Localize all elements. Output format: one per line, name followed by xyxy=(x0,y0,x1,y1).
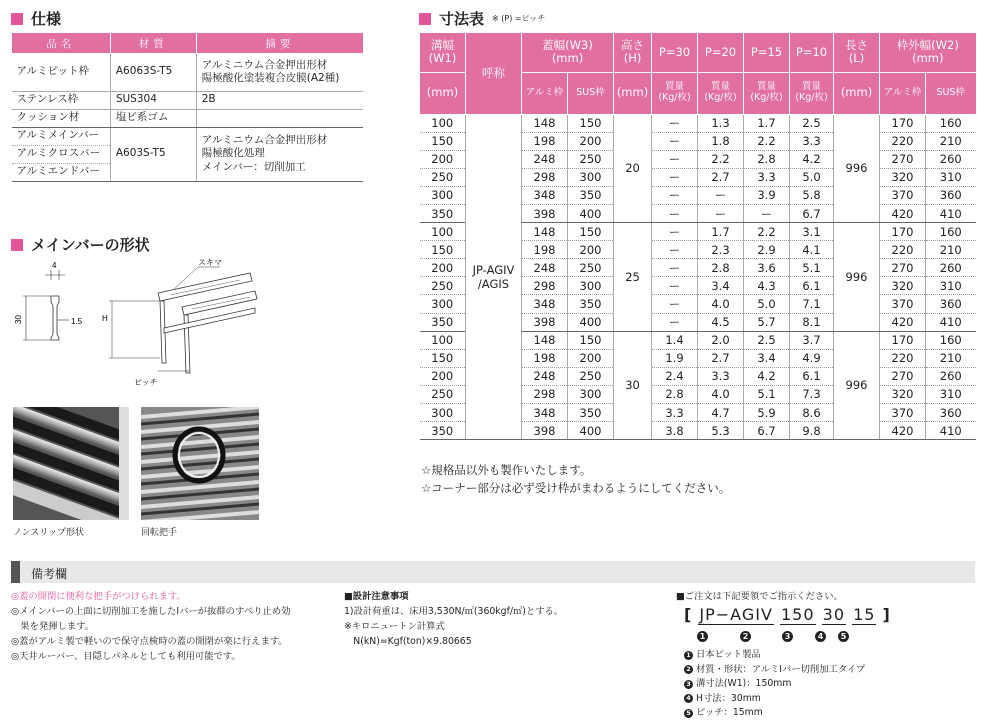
size-cell: 4.2 xyxy=(790,150,834,168)
size-cell: ー xyxy=(652,114,698,132)
header-p15: P=15 xyxy=(744,33,790,72)
size-cell: ー xyxy=(652,168,698,186)
pink-square-icon xyxy=(419,13,431,25)
size-cell: 410 xyxy=(926,204,976,222)
size-cell: 1.9 xyxy=(652,349,698,367)
size-cell: 5.3 xyxy=(698,422,744,440)
size-cell: 148 xyxy=(522,331,568,349)
size-cell: ー xyxy=(652,132,698,150)
dim-width-label: 4 xyxy=(52,261,57,270)
size-cell: 8.6 xyxy=(790,404,834,422)
size-cell: 398 xyxy=(522,422,568,440)
size-cell: 4.3 xyxy=(744,277,790,295)
length-cell: 996 xyxy=(834,114,880,223)
size-cell: ー xyxy=(652,313,698,331)
size-cell: 300 xyxy=(420,404,466,422)
spec-row: アルミクロスバー xyxy=(12,145,364,163)
size-cell: ー xyxy=(652,277,698,295)
length-cell: 996 xyxy=(834,223,880,332)
size-cell: 2.3 xyxy=(698,241,744,259)
size-cell: ー xyxy=(652,186,698,204)
footnote-1: ☆規格品以外も製作いたします。 xyxy=(421,463,592,477)
rotating-handle-photo xyxy=(141,407,259,520)
footnote-2: ☆コーナー部分は必ず受け枠がまわるようにしてください。 xyxy=(421,481,731,495)
size-cell: 350 xyxy=(420,313,466,331)
size-cell: 200 xyxy=(420,259,466,277)
size-cell: 4.7 xyxy=(698,404,744,422)
header-alu: アルミ枠 xyxy=(522,72,568,114)
header-mm: (mm) xyxy=(834,72,880,114)
size-cell: 2.2 xyxy=(698,150,744,168)
size-cell: 270 xyxy=(880,150,926,168)
size-cell: 310 xyxy=(926,385,976,403)
size-cell: 320 xyxy=(880,385,926,403)
size-cell: 2.5 xyxy=(744,331,790,349)
remarks-tab xyxy=(11,561,20,583)
size-cell: 4.9 xyxy=(790,349,834,367)
remarks-header: 備考欄 xyxy=(11,561,975,583)
size-cell: 260 xyxy=(926,259,976,277)
spec-header-material: 材質 xyxy=(110,33,196,53)
size-cell: 5.7 xyxy=(744,313,790,331)
size-cell: 160 xyxy=(926,331,976,349)
size-cell: 7.1 xyxy=(790,295,834,313)
size-cell: 2.2 xyxy=(744,132,790,150)
size-cell: 5.0 xyxy=(790,168,834,186)
size-cell: 3.6 xyxy=(744,259,790,277)
marker-4-icon: 4 xyxy=(815,631,826,642)
size-cell: 320 xyxy=(880,168,926,186)
size-cell: 400 xyxy=(568,204,614,222)
handle-caption: 回転把手 xyxy=(141,528,178,538)
dim-height-label: 30 xyxy=(14,315,23,324)
size-cell: 370 xyxy=(880,404,926,422)
size-cell: ー xyxy=(652,223,698,241)
size-cell: 5.1 xyxy=(744,385,790,403)
size-cell: 2.4 xyxy=(652,367,698,385)
dim-H-label: H xyxy=(102,314,108,323)
dim-thickness-label: 1.5 xyxy=(71,317,83,326)
spec-row: ステンレス枠 SUS304 2B xyxy=(12,91,364,109)
size-cell: 2.2 xyxy=(744,223,790,241)
header-p20: P=20 xyxy=(698,33,744,72)
size-cell: 320 xyxy=(880,277,926,295)
size-cell: 148 xyxy=(522,223,568,241)
size-cell: 9.8 xyxy=(790,422,834,440)
size-cell: 310 xyxy=(926,168,976,186)
size-cell: 4.1 xyxy=(790,241,834,259)
size-cell: 420 xyxy=(880,204,926,222)
size-cell: 3.3 xyxy=(790,132,834,150)
size-cell: 3.4 xyxy=(698,277,744,295)
size-cell: 2.7 xyxy=(698,349,744,367)
size-cell: 410 xyxy=(926,313,976,331)
size-cell: 300 xyxy=(568,385,614,403)
size-cell: 200 xyxy=(568,132,614,150)
size-cell: 200 xyxy=(420,367,466,385)
size-cell: 200 xyxy=(568,349,614,367)
size-cell: 170 xyxy=(880,114,926,132)
size-cell: 6.1 xyxy=(790,367,834,385)
header-alu: アルミ枠 xyxy=(880,72,926,114)
size-cell: 2.8 xyxy=(652,385,698,403)
spec-row: クッション材 塩ビ系ゴム xyxy=(12,109,364,127)
size-cell: ー xyxy=(652,150,698,168)
size-cell: 150 xyxy=(420,241,466,259)
size-cell: 398 xyxy=(522,204,568,222)
height-cell: 30 xyxy=(614,331,652,440)
size-cell: 300 xyxy=(568,168,614,186)
size-cell: 1.3 xyxy=(698,114,744,132)
size-cell: 2.5 xyxy=(790,114,834,132)
marker-2-icon: 2 xyxy=(740,631,751,642)
size-cell: 270 xyxy=(880,259,926,277)
size-cell: 298 xyxy=(522,385,568,403)
size-cell: ー xyxy=(698,204,744,222)
size-cell: 150 xyxy=(568,223,614,241)
size-cell: 350 xyxy=(568,186,614,204)
size-cell: 198 xyxy=(522,132,568,150)
size-cell: 220 xyxy=(880,241,926,259)
size-cell: 160 xyxy=(926,114,976,132)
header-w3: 蓋幅(W3) (mm) xyxy=(522,33,614,72)
marker-3-icon: 3 xyxy=(782,631,793,642)
size-cell: 210 xyxy=(926,349,976,367)
header-w1: 溝幅 (W1) xyxy=(420,33,466,72)
size-cell: 250 xyxy=(568,259,614,277)
size-cell: 260 xyxy=(926,367,976,385)
size-cell: 410 xyxy=(926,422,976,440)
pink-square-icon xyxy=(11,239,23,251)
header-h: 高さ (H) xyxy=(614,33,652,72)
size-cell: 6.7 xyxy=(744,422,790,440)
order-legend: 1 日本ピット製品 2 材質・形状：アルミIバー切削加工タイプ 3 溝寸法(W1)：150mm 4 H寸法：30mm 5 ピッチ：15mm xyxy=(684,648,865,721)
size-cell: 350 xyxy=(568,404,614,422)
size-cell: 3.1 xyxy=(790,223,834,241)
size-cell: 5.8 xyxy=(790,186,834,204)
header-l: 長さ (L) xyxy=(834,33,880,72)
size-cell: 3.4 xyxy=(744,349,790,367)
size-cell: 148 xyxy=(522,114,568,132)
size-cell: 150 xyxy=(420,349,466,367)
size-cell: 1.4 xyxy=(652,331,698,349)
gap-label: スキマ xyxy=(198,258,222,267)
size-cell: 5.1 xyxy=(790,259,834,277)
size-cell: ー xyxy=(698,186,744,204)
size-cell: 398 xyxy=(522,313,568,331)
remarks-left: ◎蓋の開閉に便利な把手がつけられます。 ◎メインバーの上面に切削加工を施したIバーが抜群のすべり止め効 果を発揮します。 ◎蓋がアルミ製で軽いので保守点検時の蓋の開閉が楽に行えます。 ◎天井ルーバー、目隠しパネルとしても利用可能です。 xyxy=(11,591,291,662)
header-mm: (mm) xyxy=(420,72,466,114)
size-cell: 4.2 xyxy=(744,367,790,385)
marker-1-icon: 1 xyxy=(697,631,708,642)
header-p10: P=10 xyxy=(790,33,834,72)
size-cell: 3.3 xyxy=(698,367,744,385)
size-cell: 7.3 xyxy=(790,385,834,403)
size-cell: 298 xyxy=(522,277,568,295)
size-cell: 3.9 xyxy=(744,186,790,204)
size-cell: 1.8 xyxy=(698,132,744,150)
spec-table xyxy=(11,33,363,182)
size-cell: 1.7 xyxy=(744,114,790,132)
size-cell: 160 xyxy=(926,223,976,241)
size-cell: 1.7 xyxy=(698,223,744,241)
size-cell: 360 xyxy=(926,186,976,204)
size-cell: 260 xyxy=(926,150,976,168)
size-cell: 198 xyxy=(522,241,568,259)
grating-isometric-diagram xyxy=(100,253,265,393)
size-row xyxy=(420,114,976,132)
size-cell: 200 xyxy=(568,241,614,259)
size-cell: 6.1 xyxy=(790,277,834,295)
header-name: 呼称 xyxy=(466,33,522,114)
size-cell: 300 xyxy=(568,277,614,295)
order-title: ■ご注文は下記要領でご指示ください。 xyxy=(676,591,843,602)
size-cell: 3.7 xyxy=(790,331,834,349)
design-notes: ■設計注意事項 1)設計荷重は、床用3,530N/㎡(360kgf/㎡)とする。 ※キロニュートン計算式 N(kN)=Kgf(ton)×9.80665 xyxy=(344,591,564,647)
size-cell: 248 xyxy=(522,259,568,277)
size-cell: ー xyxy=(652,241,698,259)
size-cell: 3.3 xyxy=(652,404,698,422)
product-name-cell: JP-AGIV /AGIS xyxy=(466,114,522,440)
size-cell: 250 xyxy=(568,367,614,385)
size-cell: 220 xyxy=(880,349,926,367)
header-p30: P=30 xyxy=(652,33,698,72)
spec-row: アルミメインバー A603S-T5 アルミニウム合金押出形材 陽極酸化処理 メインバー：切削加工 xyxy=(12,127,364,145)
spec-header-note: 摘要 xyxy=(196,33,363,53)
size-cell: 298 xyxy=(522,168,568,186)
size-cell: 310 xyxy=(926,277,976,295)
mainbar-cross-section-diagram xyxy=(11,258,91,358)
marker-5-icon: 5 xyxy=(838,631,849,642)
size-cell: 350 xyxy=(420,422,466,440)
size-cell: 400 xyxy=(568,422,614,440)
size-cell: 8.1 xyxy=(790,313,834,331)
size-cell: 350 xyxy=(420,204,466,222)
size-cell: 300 xyxy=(420,295,466,313)
spec-row: アルミピット枠 A6063S-T5 アルミニウム合金押出形材 陽極酸化塗装複合皮膜(A2種) xyxy=(12,53,364,91)
size-cell: ー xyxy=(744,204,790,222)
size-cell: 350 xyxy=(568,295,614,313)
pitch-label: ピッチ xyxy=(134,378,158,387)
size-cell: 348 xyxy=(522,186,568,204)
size-table xyxy=(419,33,976,440)
size-cell: 348 xyxy=(522,404,568,422)
size-cell: 250 xyxy=(420,168,466,186)
size-cell: 220 xyxy=(880,132,926,150)
header-weight: 質量 (Kg/枚) xyxy=(744,72,790,114)
size-cell: 4.0 xyxy=(698,385,744,403)
header-sus: SUS枠 xyxy=(926,72,976,114)
size-cell: 300 xyxy=(420,186,466,204)
height-cell: 20 xyxy=(614,114,652,223)
nonslip-caption: ノンスリップ形状 xyxy=(13,528,85,538)
header-weight: 質量 (Kg/枚) xyxy=(790,72,834,114)
pink-square-icon xyxy=(11,13,23,25)
size-cell: 150 xyxy=(568,114,614,132)
size-cell: 400 xyxy=(568,313,614,331)
size-cell: 420 xyxy=(880,422,926,440)
header-weight: 質量 (Kg/枚) xyxy=(698,72,744,114)
height-cell: 25 xyxy=(614,223,652,332)
mainbar-section-title: メインバーの形状 xyxy=(11,234,150,255)
size-cell: 248 xyxy=(522,367,568,385)
size-cell: 3.8 xyxy=(652,422,698,440)
size-cell: ー xyxy=(652,259,698,277)
size-cell: 248 xyxy=(522,150,568,168)
spec-row: アルミエンドバー xyxy=(12,163,364,181)
size-cell: 420 xyxy=(880,313,926,331)
size-cell: 270 xyxy=(880,367,926,385)
size-cell: 3.3 xyxy=(744,168,790,186)
length-cell: 996 xyxy=(834,331,880,440)
size-cell: 150 xyxy=(420,132,466,150)
size-cell: 100 xyxy=(420,114,466,132)
size-cell: 6.7 xyxy=(790,204,834,222)
size-cell: 100 xyxy=(420,331,466,349)
size-cell: 198 xyxy=(522,349,568,367)
size-cell: 2.0 xyxy=(698,331,744,349)
size-cell: 370 xyxy=(880,295,926,313)
size-cell: 170 xyxy=(880,223,926,241)
size-cell: 250 xyxy=(568,150,614,168)
size-cell: 250 xyxy=(420,385,466,403)
spec-header-name: 品名 xyxy=(12,33,111,53)
size-cell: 2.7 xyxy=(698,168,744,186)
size-cell: 250 xyxy=(420,277,466,295)
size-cell: 100 xyxy=(420,223,466,241)
nonslip-photo xyxy=(13,407,129,520)
size-cell: 360 xyxy=(926,404,976,422)
size-cell: 5.0 xyxy=(744,295,790,313)
size-cell: 170 xyxy=(880,331,926,349)
size-cell: 2.8 xyxy=(698,259,744,277)
size-cell: 2.8 xyxy=(744,150,790,168)
size-cell: ー xyxy=(652,295,698,313)
size-cell: ー xyxy=(652,204,698,222)
size-cell: 2.9 xyxy=(744,241,790,259)
header-mm: (mm) xyxy=(614,72,652,114)
header-w2: 枠外幅(W2) (mm) xyxy=(880,33,976,72)
size-cell: 150 xyxy=(568,331,614,349)
size-cell: 4.0 xyxy=(698,295,744,313)
size-cell: 360 xyxy=(926,295,976,313)
header-weight: 質量 (Kg/枚) xyxy=(652,72,698,114)
size-cell: 210 xyxy=(926,241,976,259)
size-cell: 200 xyxy=(420,150,466,168)
spec-section-title: 仕様 xyxy=(11,8,61,29)
size-cell: 210 xyxy=(926,132,976,150)
size-section-title: 寸法表 ※ (P) =ピッチ xyxy=(419,8,545,29)
size-cell: 348 xyxy=(522,295,568,313)
header-sus: SUS枠 xyxy=(568,72,614,114)
size-cell: 4.5 xyxy=(698,313,744,331)
size-cell: 5.9 xyxy=(744,404,790,422)
order-code: [ JP−AGIV 150 30 15 ] xyxy=(684,605,891,624)
size-cell: 370 xyxy=(880,186,926,204)
